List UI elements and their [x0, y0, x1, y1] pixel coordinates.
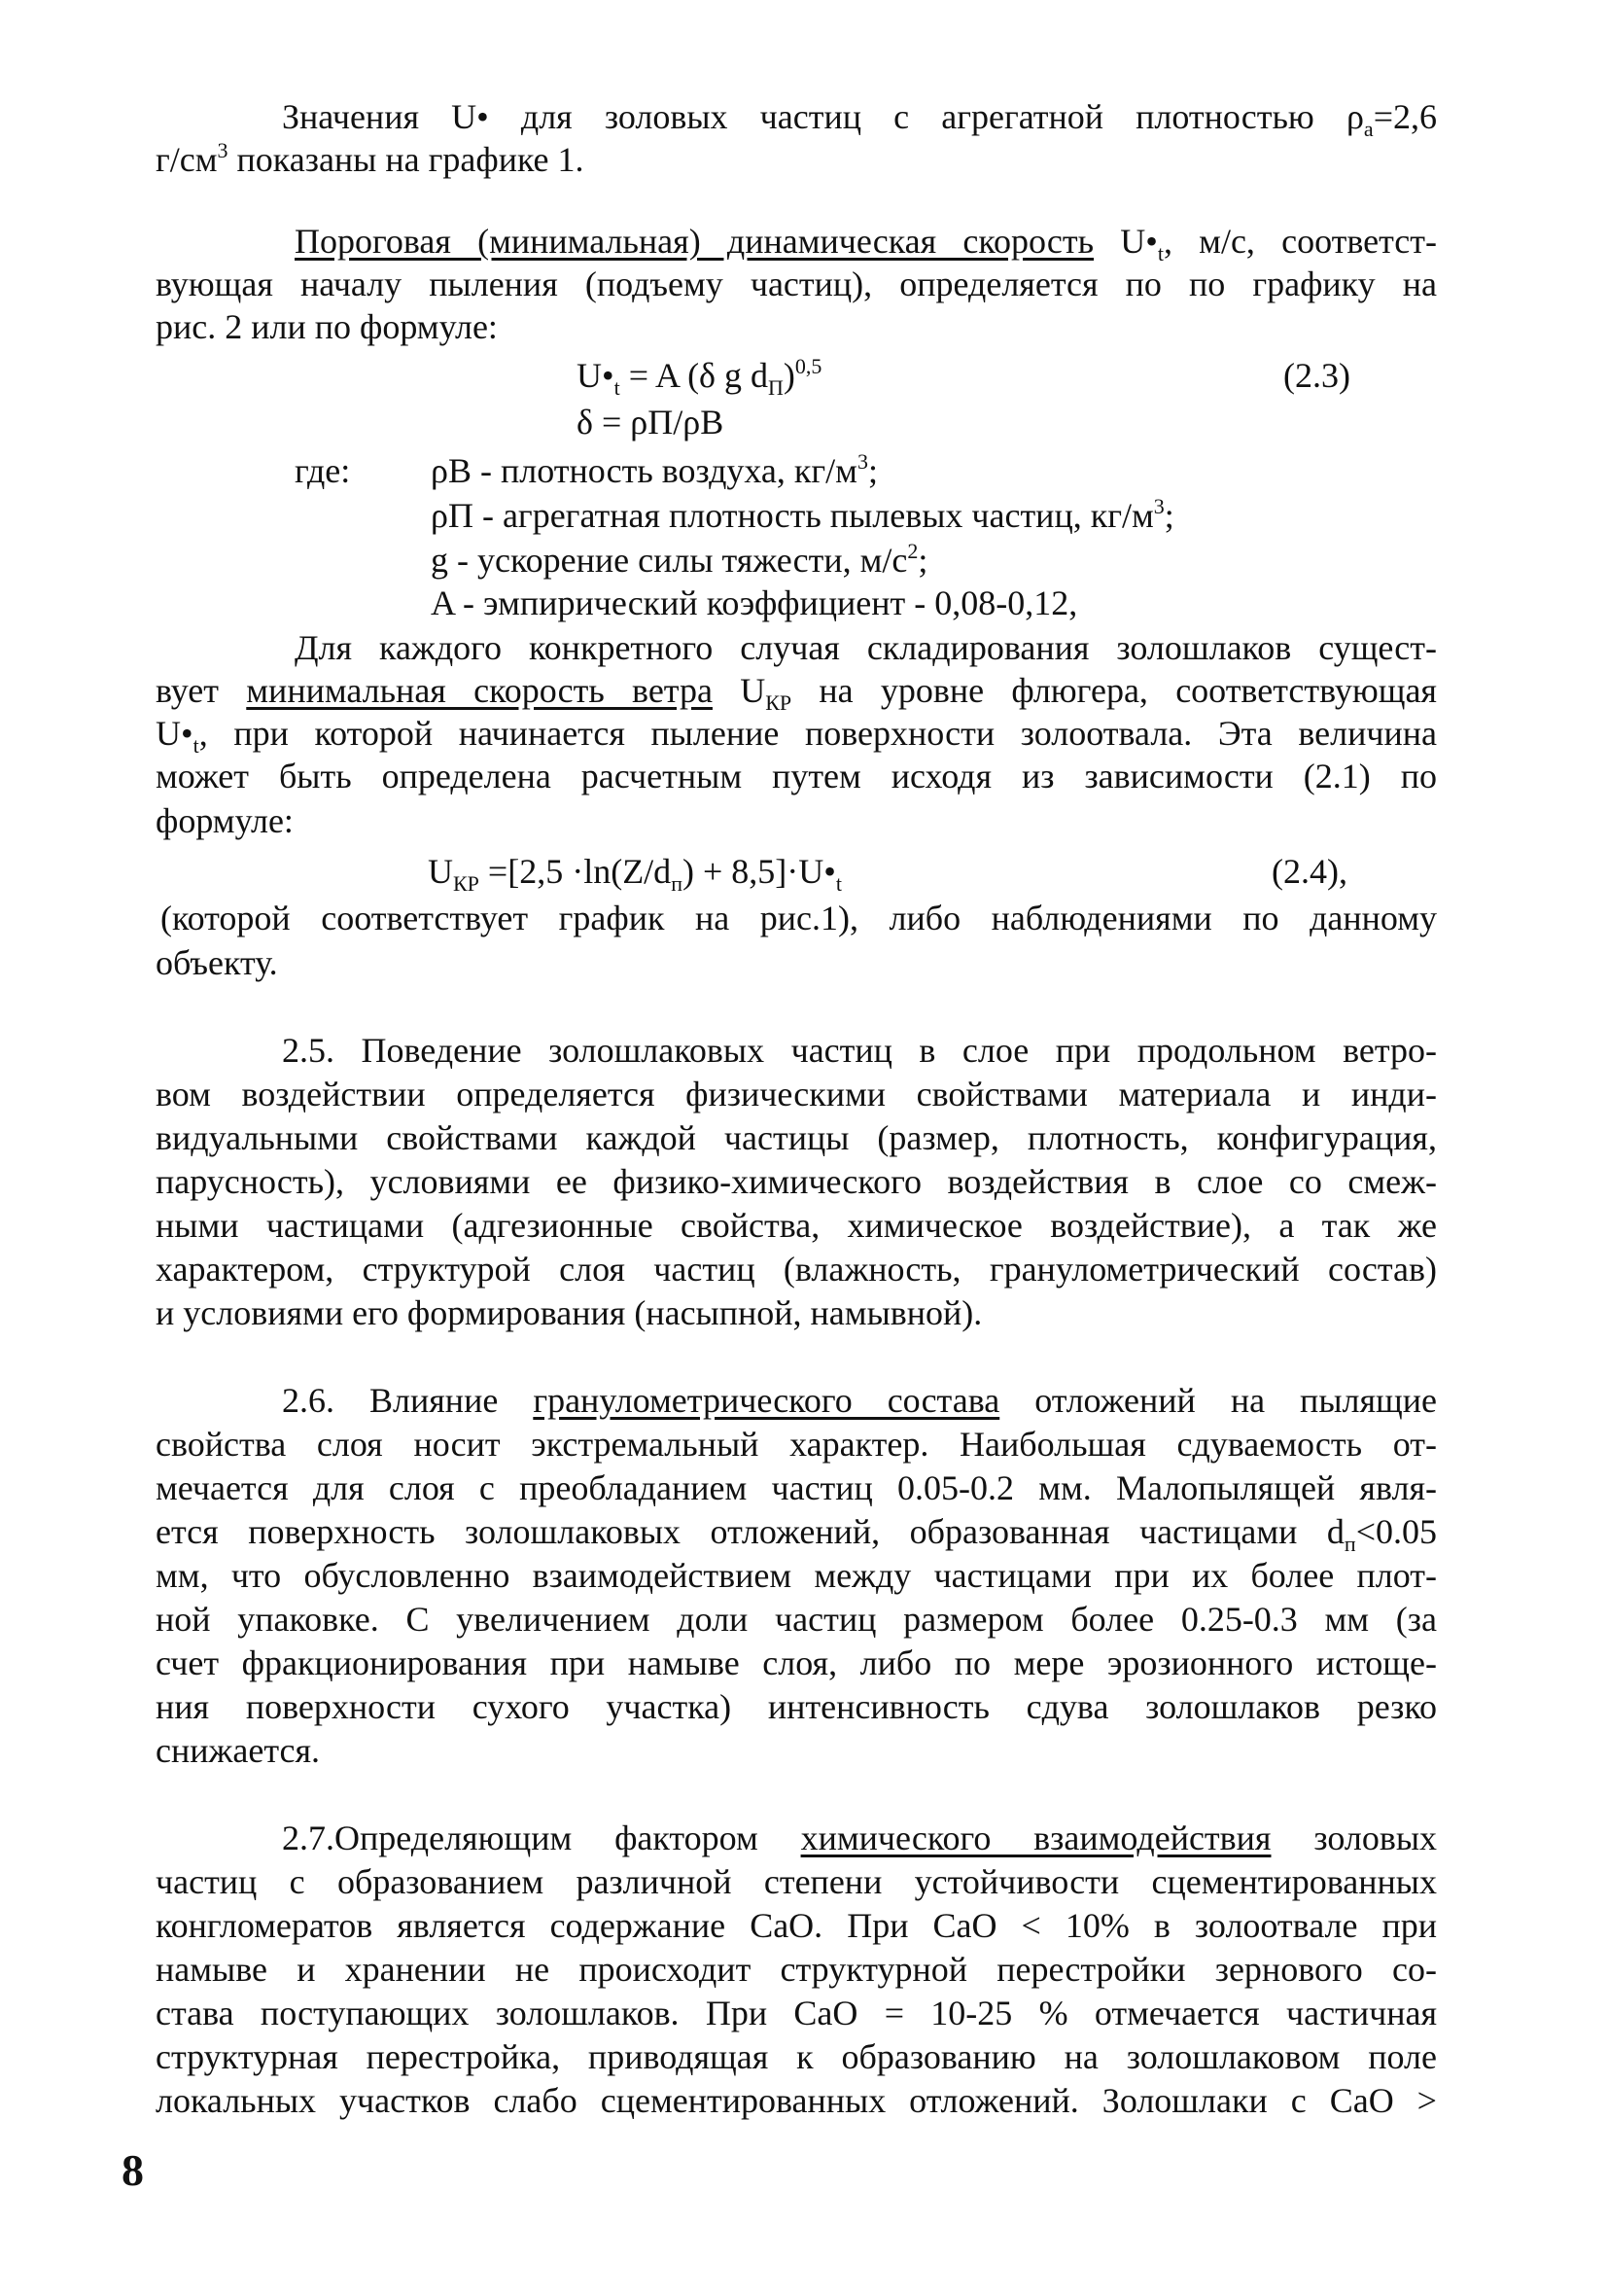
p27-line-2: частиц с образованием различной степени устойчивости сцементированных: [156, 1862, 1437, 1901]
g-sup: 2: [907, 539, 919, 563]
wind-symbol: U: [712, 671, 766, 710]
p26-line-1: [282, 1379, 1437, 1422]
p26-l4-end: <0.05: [1355, 1512, 1437, 1551]
delta-definition: δ = ρП/ρВ: [577, 403, 724, 442]
wind-line-2: [156, 669, 1437, 715]
f24-mid: =[2,5 ·ln(Z/d: [478, 852, 672, 891]
wind-line-1: Для каждого конкретного случая складирования золошлаков сущест-: [295, 628, 1437, 667]
f24-mid-sub: п: [671, 871, 682, 896]
wind-l3-text: , при которой начинается пыление поверхности золоотвала. Эта величина: [198, 714, 1437, 753]
p25-line-2: вом воздействии определяется физическими свойствами материала и инди-: [156, 1075, 1437, 1113]
p26-line-8: ния поверхности сухого участка) интенсивность сдува золошлаков резко: [156, 1687, 1437, 1726]
p26-line-4: [156, 1510, 1437, 1556]
intro-text: Значения U• для золовых частиц с агрегатной плотностью ρ: [282, 97, 1364, 136]
p26-line-7: счет фракционирования при намыве слоя, либо по мере эрозионного истоще-: [156, 1643, 1437, 1682]
f24-lhs: U: [428, 852, 453, 891]
formula-rhs-sub: П: [768, 375, 784, 400]
p27-text-b: золовых: [1271, 1819, 1438, 1857]
p27-line-7: локальных участков слабо сцементированных отложений. Золошлаки с CaO >: [156, 2081, 1437, 2120]
formula-2-3: [577, 354, 822, 400]
formula-rhs-end: ): [783, 356, 795, 395]
granulometric-term: гранулометрического состава: [533, 1381, 1000, 1420]
intro-line-2: [156, 138, 584, 181]
page-number: 8: [122, 2145, 144, 2195]
wind-text-a: вует: [156, 671, 247, 710]
intro-sub: а: [1363, 117, 1374, 141]
p26-line-2: свойства слоя носит экстремальный характер. Наибольшая сдуваемость от-: [156, 1425, 1437, 1464]
unit-text: г/см: [156, 140, 218, 179]
wind-line-3: [156, 712, 1437, 758]
threshold-text: , м/с, соответст-: [1163, 222, 1437, 261]
where-rho-p: [431, 494, 1174, 537]
after-formula-line-2: объекту.: [156, 943, 278, 982]
p26-line-3: мечается для слоя с преобладанием частиц 0.05-0.2 мм. Малопылящей явля-: [156, 1468, 1437, 1507]
rho-p-sup: 3: [1153, 494, 1165, 518]
rho-b-sup: 3: [856, 449, 868, 474]
p27-line-5: става поступающих золошлаков. При CaO = 10-25 % отмечается частичная: [156, 1994, 1437, 2032]
wind-line-4: может быть определена расчетным путем исходя из зависимости (2.1) по: [156, 757, 1437, 795]
p25-line-3: видуальными свойствами каждой частицы (размер, плотность, конфигурация,: [156, 1118, 1437, 1157]
p26-line-6: ной упаковке. С увеличением доли частиц размером более 0.25-0.3 мм (за: [156, 1600, 1437, 1639]
where-g: [431, 539, 927, 582]
intro-text-2: показаны на графике 1.: [227, 140, 584, 179]
where-rho-b: [431, 449, 878, 492]
after-formula-line-1: (которой соответствует график на рис.1), либо наблюдениями по данному: [160, 899, 1437, 937]
p25-line-7: и условиями его формирования (насыпной, намывной).: [156, 1293, 983, 1332]
p26-l4-text: ется поверхность золошлаковых отложений, образованная частицами d: [156, 1512, 1345, 1551]
threshold-term: Пороговая (минимальная) динамическая скорость: [295, 222, 1095, 261]
p25-line-1: 2.5. Поведение золошлаковых частиц в слое при продольном ветро-: [282, 1031, 1437, 1070]
f24-end-sub: t: [835, 871, 842, 896]
formula-lhs: U•: [577, 356, 614, 395]
g-end: ;: [918, 541, 928, 580]
p27-line-6: структурная перестройка, приводящая к образованию на золошлаковом поле: [156, 2037, 1437, 2076]
formula-rhs: = A (δ g d: [619, 356, 769, 395]
p27-line-3: конгломератов является содержание CaO. При CaO < 10% в золоотвале при: [156, 1906, 1437, 1945]
where-a: A - эмпирический коэффициент - 0,08-0,12,: [431, 583, 1078, 622]
threshold-sub: t: [1157, 241, 1164, 265]
wind-text-c: на уровне флюгера, соответствующая: [791, 671, 1437, 710]
rho-b-end: ;: [867, 451, 878, 490]
wind-l3-sub: t: [192, 733, 199, 758]
wind-line-5: формуле:: [156, 801, 294, 840]
chemical-interaction-term: химического взаимодействия: [800, 1819, 1272, 1857]
p25-line-6: характером, структурой слоя частиц (влажность, гранулометрический состав): [156, 1250, 1437, 1289]
p26-text-a: 2.6. Влияние: [282, 1381, 534, 1420]
formula-2-4-number: (2.4),: [1272, 852, 1347, 891]
rho-p-end: ;: [1164, 496, 1174, 535]
f24-lhs-sub: КР: [453, 871, 479, 896]
wind-sub: КР: [765, 690, 792, 715]
p27-line-4: намыве и хранении не происходит структурной перестройки зернового со-: [156, 1950, 1437, 1989]
unit-sup: 3: [217, 138, 228, 162]
p25-line-5: ными частицами (адгезионные свойства, химическое воздействие), а так же: [156, 1206, 1437, 1245]
rho-p-text: ρП - агрегатная плотность пылевых частиц, кг/м: [431, 496, 1154, 535]
intro-text-end: =2,6: [1373, 97, 1437, 136]
formula-exponent: 0,5: [794, 354, 822, 378]
p26-line-5: мм, что обусловленно взаимодействием между частицами при их более плот-: [156, 1556, 1437, 1595]
p26-line-9: снижается.: [156, 1731, 321, 1770]
threshold-line-3: рис. 2 или по формуле:: [156, 307, 498, 346]
threshold-symbol: U•: [1094, 222, 1158, 261]
formula-2-4: [428, 850, 842, 896]
formula-lhs-sub: t: [613, 375, 620, 400]
p27-line-1: [282, 1817, 1437, 1859]
where-label: где:: [295, 451, 351, 490]
p26-text-b: отложений на пылящие: [999, 1381, 1437, 1420]
p27-text-a: 2.7.Определяющим фактором: [282, 1819, 801, 1857]
f24-mid-end: ) + 8,5]·U•: [682, 852, 836, 891]
formula-2-3-number: (2.3): [1283, 356, 1350, 395]
min-wind-term: минимальная скорость ветра: [246, 671, 713, 710]
rho-b-text: ρВ - плотность воздуха, кг/м: [431, 451, 857, 490]
threshold-line-1: [295, 220, 1437, 263]
g-text: g - ускорение силы тяжести, м/с: [431, 541, 908, 580]
wind-l3-symbol: U•: [156, 714, 193, 753]
intro-line-1: [282, 95, 1437, 141]
threshold-line-2: вующая началу пыления (подъему частиц), определяется по по графику на: [156, 265, 1437, 303]
p26-l4-sub: п: [1344, 1532, 1356, 1556]
p25-line-4: парусность), условиями ее физико-химического воздействия в слое со смеж-: [156, 1162, 1437, 1201]
